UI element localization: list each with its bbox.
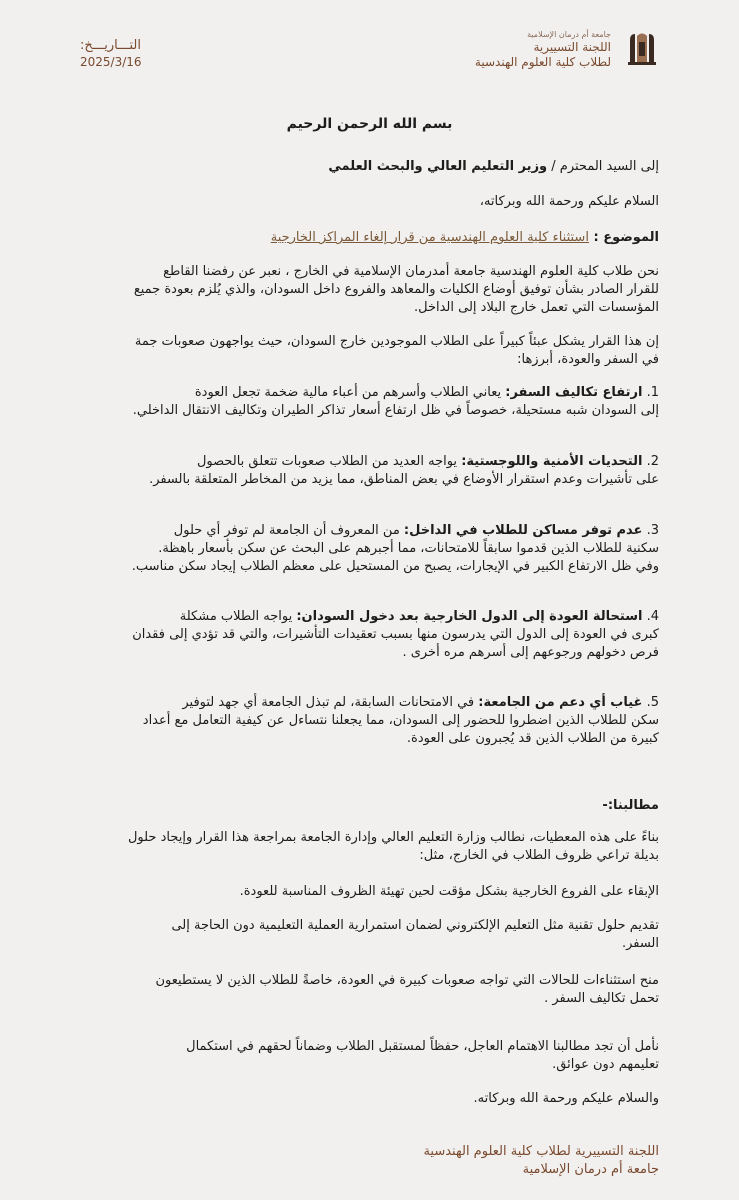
addressee-line [80,158,659,176]
point-title: ارتفاع تكاليف السفر: [505,385,643,400]
demand-2-line: السفر. [621,936,659,951]
signature-block [423,1143,659,1179]
addressee-title: وزير التعليم العالي والبحث العلمي [328,159,548,174]
demands-intro-line: بناءً على هذه المعطيات، نطالب وزارة التعليم العالي وإدارة الجامعة بمراجعة هذا القرار وإيجاد حلول [127,830,659,845]
point-2-line [80,453,659,471]
addressee-prefix: إلى السيد المحترم / [547,159,659,174]
point-1-line: إلى السودان شبه مستحيلة، خصوصاً في ظل ارتفاع أسعار تذاكر الطيران وتكاليف الانتقال الداخلي. [132,403,659,418]
committee-header [475,30,611,70]
demands-heading: مطالبنا:- [602,798,659,813]
point-5-line: كبيرة من الطلاب الذين قد يُجبرون على العودة. [406,731,659,746]
point-4-line: فرص دخولهم ورجوعهم إلى أسرهم مره أخرى . [402,645,659,660]
intro-line: المؤسسات التي تعمل خارج البلاد إلى الداخل. [413,300,659,315]
closing-hope-line: نأمل أن تجد مطالبنا الاهتمام العاجل، حفظاً لمستقبل الطلاب وضماناً لحقهم في استكمال [186,1039,659,1054]
point-title: عدم توفر مساكن للطلاب في الداخل: [403,523,643,538]
date-value: 2025/3/16 [80,55,142,69]
point-3-line: سكنية للطلاب الذين قدموا سابقاً للامتحانات، مما أجبرهم على البحث عن سكن بأسعار باهظة. [158,541,659,556]
intro-line: للقرار الصادر بشأن توفيق أوضاع الكليات والمعاهد والفروع داخل السودان، والذي يُلزم بعودة جميع [133,282,659,297]
point-text: في الامتحانات السابقة، لم تبذل الجامعة أي جهد لتوفير [182,695,479,710]
point-number: 5. [642,695,659,710]
committee-name: اللجنة التسييرية [533,40,611,54]
committee-faculty: لطلاب كلية العلوم الهندسية [474,55,611,69]
signature-university: جامعة أم درمان الإسلامية [522,1162,659,1177]
point-number: 4. [642,609,659,624]
point-4-line [80,608,659,626]
point-text: يعاني الطلاب وأسرهم من أعباء مالية ضخمة تجعل العودة [194,385,506,400]
demands-heading-wrap [80,797,659,815]
point-title: غياب أي دعم من الجامعة: [478,695,643,710]
point-text: من المعروف أن الجامعة لم توفر أي حلول [173,523,404,538]
point-4-line: كبرى في العودة إلى الدول التي يدرسون منها بسبب تعقيدات التأشيرات، والتي قد تؤدي إلى فقدان [132,627,659,642]
university-logo-icon [627,28,657,66]
greeting: السلام عليكم ورحمة الله وبركاته، [479,194,659,209]
date-block [80,38,142,70]
closing-greeting: والسلام عليكم ورحمة الله وبركاته. [473,1091,659,1106]
demand-3-line: منح استثناءات للحالات التي تواجه صعوبات كبيرة في العودة، خاصةً للطلاب الذين لا يستطيعون [155,973,659,988]
basmala: بسم الله الرحمن الرحيم [286,116,453,132]
intro-line: نحن طلاب كلية العلوم الهندسية جامعة أمدرمان الإسلامية في الخارج ، نعبر عن رفضنا القاطع [163,264,659,279]
subject-text: استثناء كلية العلوم الهندسية من قرار إلغاء المراكز الخارجية [270,230,589,245]
subject-line [80,229,659,247]
point-3-line [80,522,659,540]
date-label: التـــاريـــخ: [80,38,141,53]
point-text: يواجه العديد من الطلاب صعوبات تتعلق بالحصول [196,454,462,469]
demand-3-line: تحمل تكاليف السفر . [544,991,659,1006]
point-text: يواجه الطلاب مشكلة [179,609,297,624]
point-number: 3. [642,523,659,538]
point-1-line [80,384,659,402]
point-3-line: وفي ظل الارتفاع الكبير في الإيجارات، يصبح من المستحيل على معظم الطلاب إيجاد سكن مناسب. [131,559,659,574]
demand-2-line: تقديم حلول تقنية مثل التعليم الإلكتروني لضمان استمرارية العملية التعليمية دون الحاجة إلى [171,918,659,933]
closing-hope-line: تعليمهم دون عوائق. [552,1057,659,1072]
impact-line: في السفر والعودة، أبرزها: [517,352,659,367]
signature-committee: اللجنة التسييرية لطلاب كلية العلوم الهندسية [423,1144,659,1159]
point-title: التحديات الأمنية واللوجستية: [461,454,643,469]
demand-1: الإبقاء على الفروع الخارجية بشكل مؤقت لحين تهيئة الظروف المناسبة للعودة. [239,884,659,899]
point-2-line: على تأشيرات وعدم استقرار الأوضاع في بعض المناطق، مما يزيد من المخاطر المتعلقة بالسفر. [149,472,659,487]
point-5-line: سكن للطلاب الذين اضطروا للحضور إلى السودان، مما يجعلنا نتساءل عن كيفية التعامل مع أعداد [142,713,659,728]
point-number: 2. [642,454,659,469]
point-title: استحالة العودة إلى الدول الخارجية بعد دخول السودان: [296,609,643,624]
point-5-line [80,694,659,712]
subject-label: الموضوع : [588,230,659,245]
university-name-small: جامعة أم درمان الإسلامية [527,30,611,39]
impact-line: إن هذا القرار يشكل عبئاً كبيراً على الطلاب الموجودين خارج السودان، حيث يواجهون صعوبات جمة [134,334,659,349]
demands-intro-line: بديلة تراعي ظروف الطلاب في الخارج، مثل: [419,848,659,863]
point-number: 1. [642,385,659,400]
